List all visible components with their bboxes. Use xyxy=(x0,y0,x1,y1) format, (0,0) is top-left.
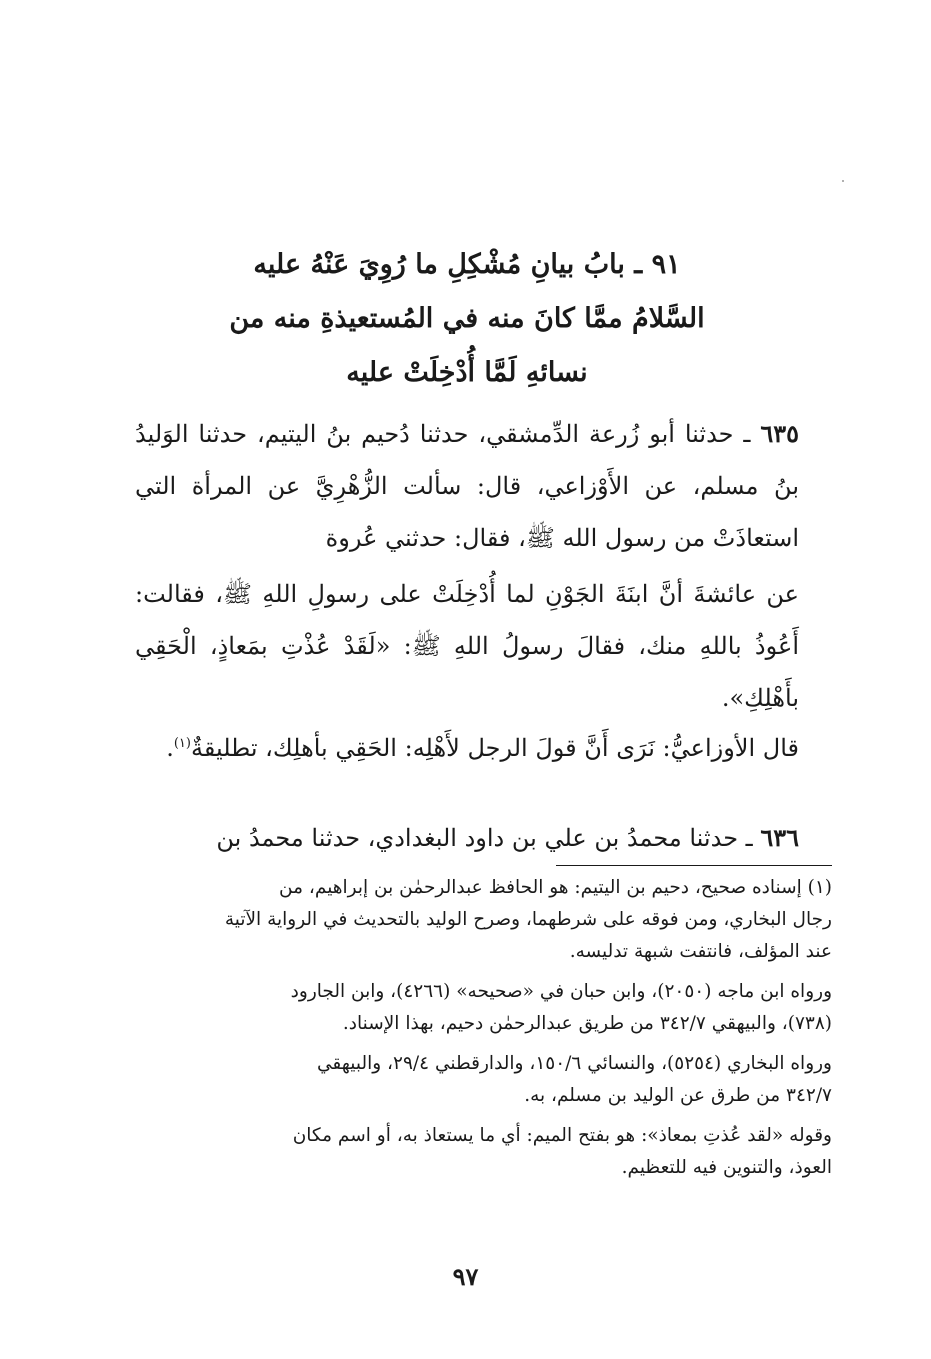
footnote-line: ٣٤٢/٧ من طرق عن الوليد بن مسلم، به. xyxy=(524,1085,832,1106)
chapter-heading-line-3: نسائهِ لَمَّا أُدْخِلَتْ عليه xyxy=(346,357,588,388)
awzai-comment-end: . xyxy=(166,734,174,762)
chapter-heading-line-1: ٩١ ـ بابُ بيانِ مُشْكِلِ ما رُوِيَ عَنْهُ عليه xyxy=(253,249,681,280)
footnote-line: (٧٣٨)، والبيهقي ٣٤٢/٧ من طريق عبدالرحمٰن دحيم، بهذا الإسناد. xyxy=(342,1013,832,1034)
footnote-line: رجال البخاري، ومن فوقه على شرطهما، وصرح الوليد بالتحديث في الرواية الآتية xyxy=(224,909,832,930)
chapter-heading-line-2: السَّلامُ ممَّا كانَ منه في المُستعيذةِ منه من xyxy=(229,303,705,334)
footnotes-section xyxy=(135,872,832,1192)
chapter-heading xyxy=(135,238,799,400)
hadith-635-paragraph xyxy=(135,408,799,564)
aisha-narration-paragraph xyxy=(135,568,799,724)
aisha-narration-text: عن عائشةَ أنَّ ابنَةَ الجَوْنِ لما أُدْخِلَتْ على رسولِ اللهِ ﷺ، فقالت: أَعُوذُ باللهِ منك، فقالَ رسولُ اللهِ ﷺ: «لَقَدْ عُذْتِ بمَعاذٍ، الْحَقِي بأَهْلِكِ». xyxy=(135,580,799,712)
footnote-line: العوذ، والتنوين فيه للتعظيم. xyxy=(621,1157,832,1178)
footnote-line: ورواه ابن ماجه (٢٠٥٠)، وابن حبان في «صحيحه» (٤٢٦٦)، وابن الجارود xyxy=(290,981,832,1002)
awzai-comment-paragraph xyxy=(135,722,799,774)
hadith-635-text: ـ حدثنا أبو زُرعة الدِّمشقي، حدثنا دُحيم بنُ اليتيم، حدثنا الوَليدُ بنُ مسلم، عن الأَوْزاعي، قال: سألت الزُّهْرِيَّ عن المرأة التي استعاذَتْ من رسول الله ﷺ، فقال: حدثني عُروة xyxy=(135,420,799,552)
footnote-line: عند المؤلف، فانتفت شبهة تدليسه. xyxy=(569,941,832,962)
scan-speck xyxy=(842,180,844,182)
footnote-divider xyxy=(556,865,832,866)
hadith-number: ٦٣٦ xyxy=(760,823,799,852)
hadith-number: ٦٣٥ xyxy=(760,419,799,448)
footnote-ref: (١) xyxy=(173,736,191,751)
footnote-explanation xyxy=(135,1120,832,1184)
hadith-636-paragraph xyxy=(135,812,799,864)
hadith-636-text: ـ حدثنا محمدُ بن علي بن داود البغدادي، حدثنا محمدُ بن xyxy=(216,824,761,852)
footnote-bukhari xyxy=(135,1048,832,1112)
awzai-comment-text: قال الأوزاعيُّ: نَرَى أَنَّ قولَ الرجل لأَهْلِه: الحَقِي بأهلِك، تطليقةٌ xyxy=(190,734,799,762)
footnote-line: (١) إسناده صحيح، دحيم بن اليتيم: هو الحافظ عبدالرحمٰن بن إبراهيم، من xyxy=(279,877,832,898)
footnote-ibn-majah xyxy=(135,976,832,1040)
footnote-line: ورواه البخاري (٥٢٥٤)، والنسائي ١٥٠/٦، والدارقطني ٢٩/٤، والبيهقي xyxy=(317,1053,832,1074)
footnote-1 xyxy=(135,872,832,968)
footnote-line: وقوله «لقد عُذتِ بمعاذ»: هو بفتح الميم: أي ما يستعاذ به، أو اسم مكان xyxy=(292,1125,832,1146)
page-number: ٩٧ xyxy=(452,1262,479,1291)
